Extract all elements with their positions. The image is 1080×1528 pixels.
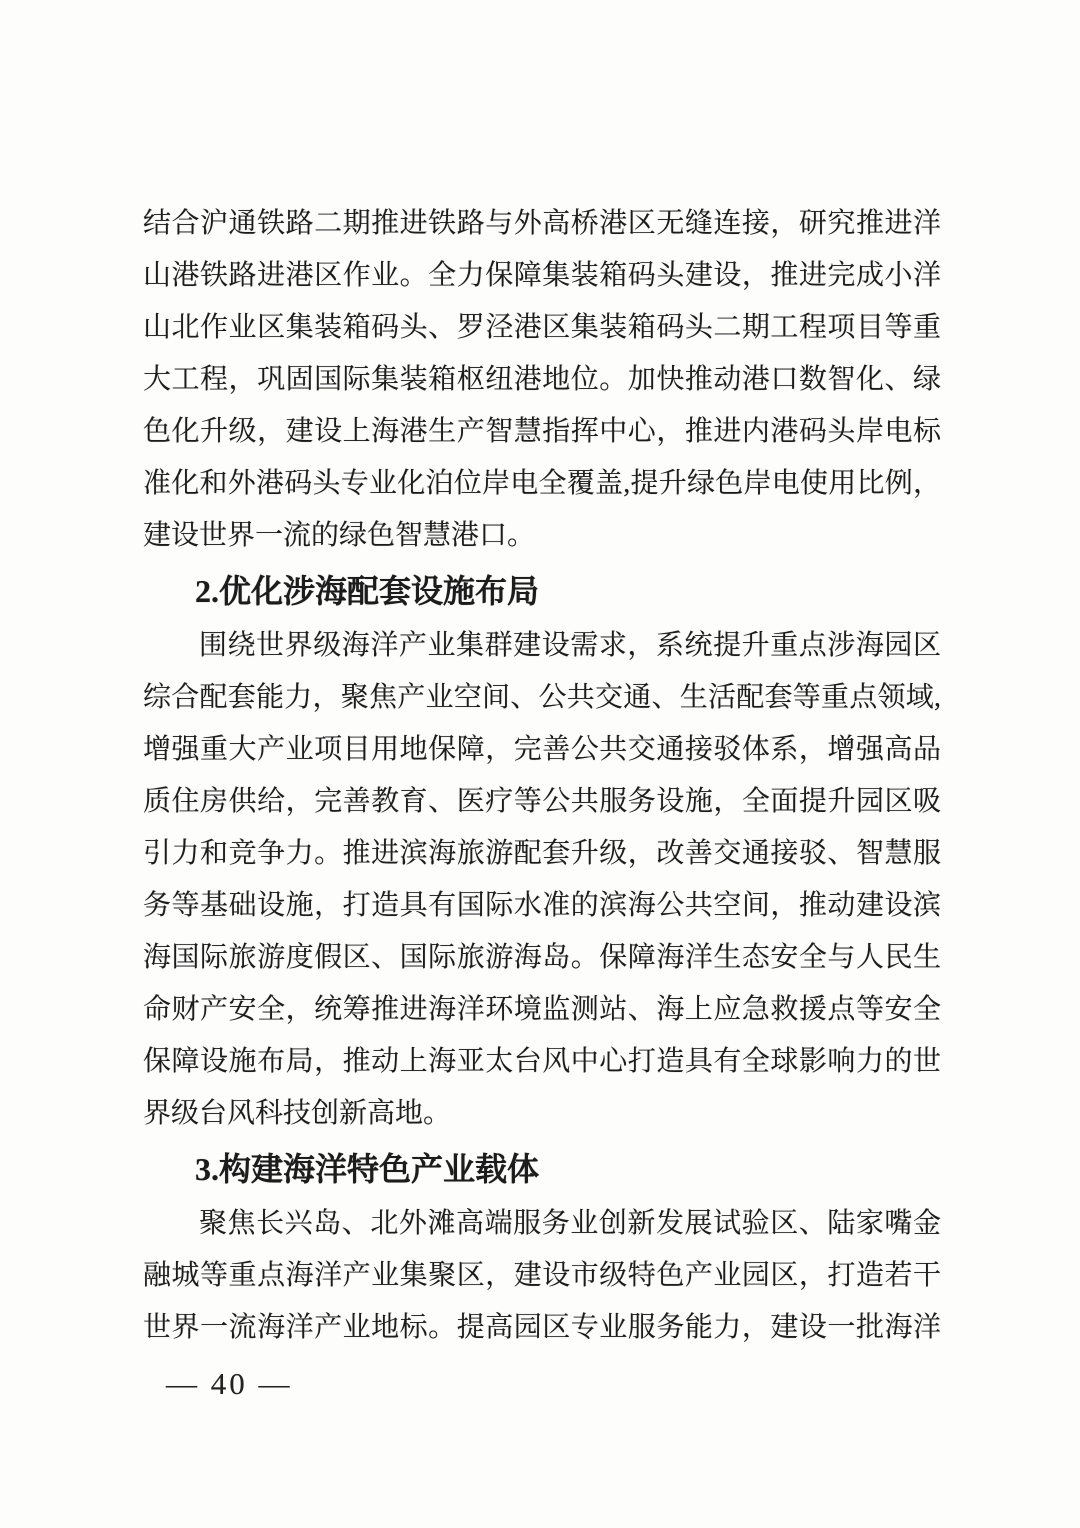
section-heading: 3.构建海洋特色产业载体 [195,1151,540,1187]
document-body [143,198,941,1354]
page-number: — 40 — [166,1366,293,1401]
text-line: 融城等重点海洋产业集聚区，建设市级特色产业园区，打造若干 [143,1260,941,1291]
text-line: 综合配套能力，聚焦产业空间、公共交通、生活配套等重点领域, [143,682,941,713]
text-line: 大工程，巩固国际集装箱枢纽港地位。加快推动港口数智化、绿 [143,364,941,395]
section-heading: 2.优化涉海配套设施布局 [195,573,540,609]
text-line: 命财产安全，统筹推进海洋环境监测站、海上应急救援点等安全 [143,994,941,1025]
text-line: 引力和竞争力。推进滨海旅游配套升级，改善交通接驳、智慧服 [143,838,941,869]
text-line: 山港铁路进港区作业。全力保障集装箱码头建设，推进完成小洋 [143,260,941,291]
text-line: 围绕世界级海洋产业集群建设需求，系统提升重点涉海园区 [199,630,941,661]
text-line: 质住房供给，完善教育、医疗等公共服务设施，全面提升园区吸 [143,786,941,817]
text-line: 结合沪通铁路二期推进铁路与外高桥港区无缝连接，研究推进洋 [143,208,941,239]
text-line: 山北作业区集装箱码头、罗泾港区集装箱码头二期工程项目等重 [143,312,941,343]
text-line: 世界一流海洋产业地标。提高园区专业服务能力，建设一批海洋 [143,1312,941,1343]
text-line: 建设世界一流的绿色智慧港口。 [143,520,536,551]
text-line: 保障设施布局，推动上海亚太台风中心打造具有全球影响力的世 [143,1046,941,1077]
text-line: 色化升级，建设上海港生产智慧指挥中心，推进内港码头岸电标 [143,416,941,447]
text-line: 界级台风科技创新高地。 [143,1098,452,1129]
text-line: 聚焦长兴岛、北外滩高端服务业创新发展试验区、陆家嘴金 [199,1208,941,1239]
text-line: 准化和外港码头专业化泊位岸电全覆盖,提升绿色岸电使用比例， [143,468,941,499]
text-line: 务等基础设施，打造具有国际水准的滨海公共空间，推动建设滨 [143,890,941,921]
text-line: 增强重大产业项目用地保障，完善公共交通接驳体系，增强高品 [143,734,941,765]
text-line: 海国际旅游度假区、国际旅游海岛。保障海洋生态安全与人民生 [143,942,941,973]
